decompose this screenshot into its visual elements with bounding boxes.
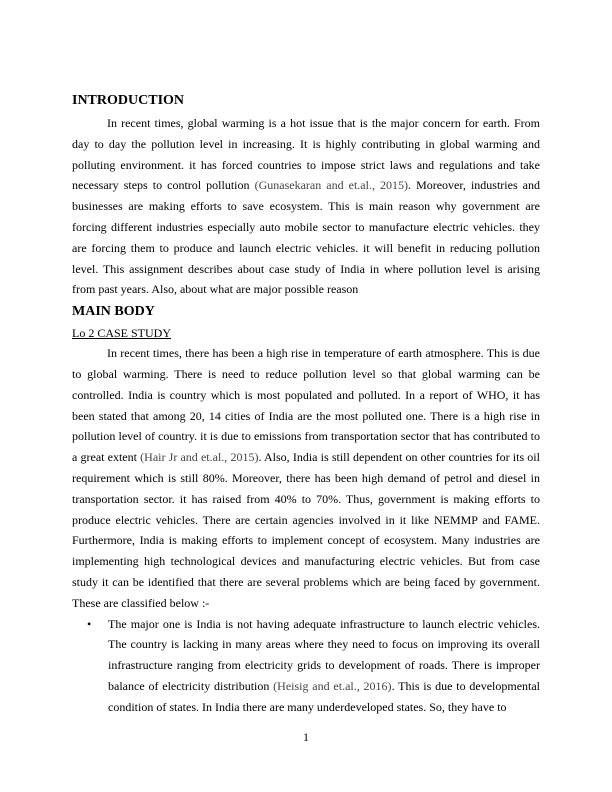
main-body-heading: MAIN BODY	[72, 304, 155, 320]
citation-heisig: (Heisig and et.al., 2016)	[273, 678, 392, 693]
introduction-paragraph	[72, 113, 540, 300]
case-study-subheading: Lo 2 CASE STUDY	[72, 326, 172, 341]
document-page	[72, 92, 540, 718]
case-study-paragraph	[72, 343, 540, 613]
introduction-heading: INTRODUCTION	[72, 93, 185, 108]
list-item	[72, 614, 540, 718]
bullet-icon: •	[87, 616, 92, 631]
bullet-text-part2: . This is due to developmental condition of states. In India there are many underdeveloped states. So, they have to	[108, 678, 541, 714]
bullet-text-part1: The major one is India is not having adequate infrastructure to launch electric vehicles. The country is lacking in many areas where they need to focus on improving its overall infrastructure ranging from electricity grids to development of roads. There is improper balance of electricity distribution	[108, 616, 540, 693]
citation-gunasekaran: (Gunasekaran and et.al., 2015)	[254, 178, 409, 193]
case-text-part1: In recent times, there has been a high rise in temperature of earth atmosphere. This is due to global warming. There is need to reduce pollution level so that global warming can be controlled. India is country which is most populated and polluted. In a report of WHO, it has been stated that among 20, 14 cities of India are the most polluted one. There is a high rise in pollution level of country. it is due to emissions from transportation sector that has contributed to a great extent	[72, 346, 540, 465]
intro-text-part2: . Moreover, industries and businesses are making efforts to save ecosystem. This is main reason why government are forcing different industries especially auto mobile sector to manufacture electric vehicles. they are forcing them to produce and launch electric vehicles. it will benefit in reducing pollution level. This assignment describes about case study of India in where pollution level is arising from past years. Also, about what are major possible reason	[72, 178, 540, 297]
case-text-part2: . Also, India is still dependent on other countries for its oil requirement which is still 80%. Moreover, there has been high demand of petrol and diesel in transportation sector. it has raised from 40% to 70%. Thus, government is making efforts to produce electric vehicles. There are certain agencies involved in it like NEMMP and FAME. Furthermore, India is making efforts to implement concept of ecosystem. Many industries are implementing high technological devices and manufacturing electric vehicles. But from case study it can be identified that there are several problems which are being faced by government. These are classified below :-	[72, 450, 540, 610]
intro-text-part1: In recent times, global warming is a hot issue that is the major concern for earth. From day to day the pollution level in increasing. It is highly contributing in global warming and polluting environment. it has forced countries to impose strict laws and regulations and take necessary steps to control pollution	[72, 116, 540, 193]
citation-hair: (Hair Jr and et.al., 2015)	[140, 450, 259, 465]
problems-list	[72, 614, 540, 718]
page-number: 1	[303, 730, 309, 744]
